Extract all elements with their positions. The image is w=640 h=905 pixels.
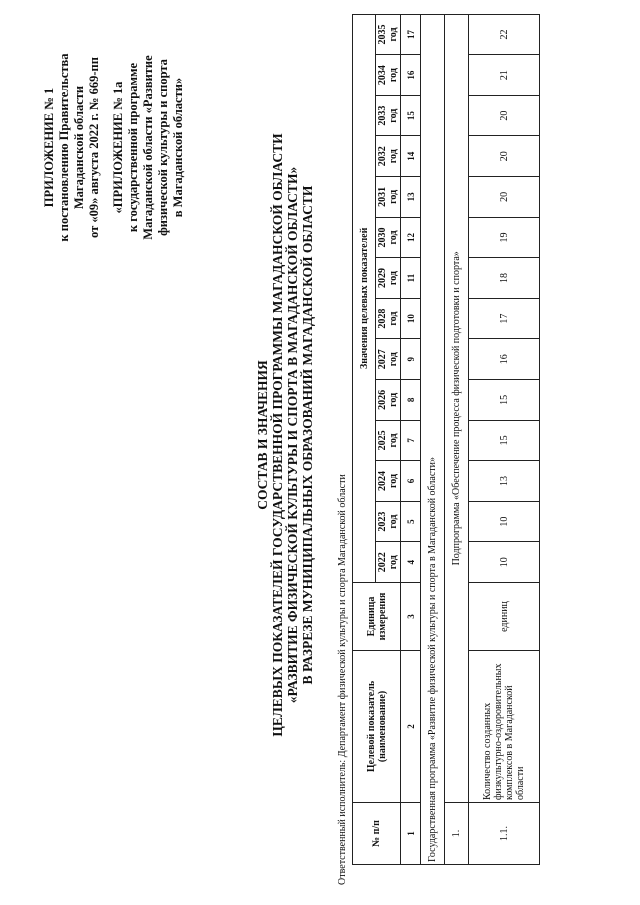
- header-num: № п/п: [353, 803, 401, 865]
- year-value: 2029: [377, 268, 388, 289]
- indicators-table: [352, 14, 540, 865]
- value-cell: 20: [469, 177, 540, 218]
- column-number: 11: [401, 258, 421, 299]
- year-value: 2025: [377, 430, 388, 451]
- column-number: 12: [401, 217, 421, 258]
- value-cell: 19: [469, 217, 540, 258]
- column-number: 7: [401, 420, 421, 461]
- year-suffix: год: [388, 433, 399, 448]
- year-suffix: год: [388, 27, 399, 42]
- value-cell: 10: [469, 501, 540, 542]
- column-number: 17: [401, 14, 421, 55]
- approval-line: Магаданской области: [72, 85, 86, 210]
- year-suffix: год: [388, 108, 399, 123]
- year-suffix: год: [388, 514, 399, 529]
- year-suffix: год: [388, 352, 399, 367]
- year-header: [376, 501, 401, 542]
- row-num: 1.1.: [469, 803, 540, 865]
- header-unit: Единица измерения: [353, 583, 401, 651]
- value-cell: 15: [469, 380, 540, 421]
- value-cell: 20: [469, 136, 540, 177]
- header-values: Значения целевых показателей: [353, 14, 376, 582]
- year-header: [376, 136, 401, 177]
- approval-line: Магаданской области «Развитие: [141, 55, 155, 240]
- year-value: 2032: [377, 146, 388, 167]
- year-value: 2031: [377, 186, 388, 207]
- year-suffix: год: [388, 230, 399, 245]
- year-suffix: год: [388, 392, 399, 407]
- year-header: [376, 298, 401, 339]
- column-number: 13: [401, 177, 421, 218]
- column-number: 2: [401, 651, 421, 803]
- header-indicator: Целевой показатель (наименование): [353, 651, 401, 803]
- value-cell: 10: [469, 542, 540, 583]
- value-cell: 13: [469, 461, 540, 502]
- year-suffix: год: [388, 189, 399, 204]
- value-cell: 22: [469, 14, 540, 55]
- title-line: СОСТАВ И ЗНАЧЕНИЯ: [255, 360, 270, 510]
- year-value: 2028: [377, 308, 388, 329]
- value-cell: 15: [469, 420, 540, 461]
- column-number: 3: [401, 583, 421, 651]
- year-header: [376, 95, 401, 136]
- year-suffix: год: [388, 68, 399, 83]
- value-cell: 16: [469, 339, 540, 380]
- year-value: 2026: [377, 389, 388, 410]
- title-line: В РАЗРЕЗЕ МУНИЦИПАЛЬНЫХ ОБРАЗОВАНИЙ МАГАДАНСКОЙ ОБЛАСТИ: [300, 185, 315, 685]
- approval-line: «ПРИЛОЖЕНИЕ № 1а: [111, 81, 125, 214]
- year-header: [376, 177, 401, 218]
- year-value: 2027: [377, 349, 388, 370]
- column-number: 16: [401, 55, 421, 96]
- title-line: «РАЗВИТИЕ ФИЗИЧЕСКОЙ КУЛЬТУРЫ И СПОРТА В МАГАДАНСКОЙ ОБЛАСТИ»: [285, 166, 300, 704]
- row-indicator: Количество созданных физкультурно-оздоровительных комплексов в Магаданской области: [469, 651, 540, 803]
- year-suffix: год: [388, 149, 399, 164]
- approval-line: от «09» августа 2022 г. № 669-пп: [87, 57, 101, 238]
- year-header: [376, 258, 401, 299]
- year-header: [376, 461, 401, 502]
- document-title: [255, 85, 315, 785]
- year-value: 2023: [377, 511, 388, 532]
- year-suffix: год: [388, 271, 399, 286]
- column-number: 8: [401, 380, 421, 421]
- column-number: 14: [401, 136, 421, 177]
- year-value: 2035: [377, 24, 388, 45]
- year-header: [376, 55, 401, 96]
- approval-line: в Магаданской области»: [171, 77, 185, 218]
- responsible-executor: Ответственный исполнитель: Департамент физической культуры и спорта Магаданской области: [337, 474, 348, 885]
- approval-line: ПРИЛОЖЕНИЕ № 1: [42, 87, 56, 208]
- year-value: 2034: [377, 65, 388, 86]
- column-number: 5: [401, 501, 421, 542]
- year-suffix: год: [388, 311, 399, 326]
- approval-line: к постановлению Правительства: [57, 53, 71, 242]
- approval-block: [42, 40, 186, 255]
- year-suffix: год: [388, 555, 399, 570]
- column-number: 1: [401, 803, 421, 865]
- subprogram-row: [445, 14, 469, 864]
- column-number: 10: [401, 298, 421, 339]
- year-header: [376, 380, 401, 421]
- year-header: [376, 217, 401, 258]
- row-unit: единиц: [469, 583, 540, 651]
- year-value: 2033: [377, 105, 388, 126]
- column-number: 9: [401, 339, 421, 380]
- table-row: [469, 14, 540, 864]
- subprogram-title: Подпрограмма «Обеспечение процесса физической подготовки и спорта»: [445, 14, 469, 802]
- subprogram-num: 1.: [445, 803, 469, 865]
- year-header: [376, 14, 401, 55]
- year-header: [376, 542, 401, 583]
- program-title: Государственная программа «Развитие физической культуры и спорта в Магаданской области»: [421, 14, 445, 864]
- program-row: [421, 14, 445, 864]
- approval-line: физической культуры и спорта: [156, 59, 170, 236]
- year-header: [376, 339, 401, 380]
- value-cell: 17: [469, 298, 540, 339]
- column-number: 15: [401, 95, 421, 136]
- year-value: 2022: [377, 552, 388, 573]
- column-numbers-row: [401, 14, 421, 864]
- value-cell: 18: [469, 258, 540, 299]
- value-cell: 20: [469, 95, 540, 136]
- year-value: 2030: [377, 227, 388, 248]
- column-number: 4: [401, 542, 421, 583]
- year-suffix: год: [388, 473, 399, 489]
- year-value: 2024: [377, 471, 388, 492]
- approval-line: к государственной программе: [126, 62, 140, 233]
- column-number: 6: [401, 461, 421, 502]
- value-cell: 21: [469, 55, 540, 96]
- title-line: ЦЕЛЕВЫХ ПОКАЗАТЕЛЕЙ ГОСУДАРСТВЕННОЙ ПРОГРАММЫ МАГАДАНСКОЙ ОБЛАСТИ: [270, 133, 285, 737]
- year-header: [376, 420, 401, 461]
